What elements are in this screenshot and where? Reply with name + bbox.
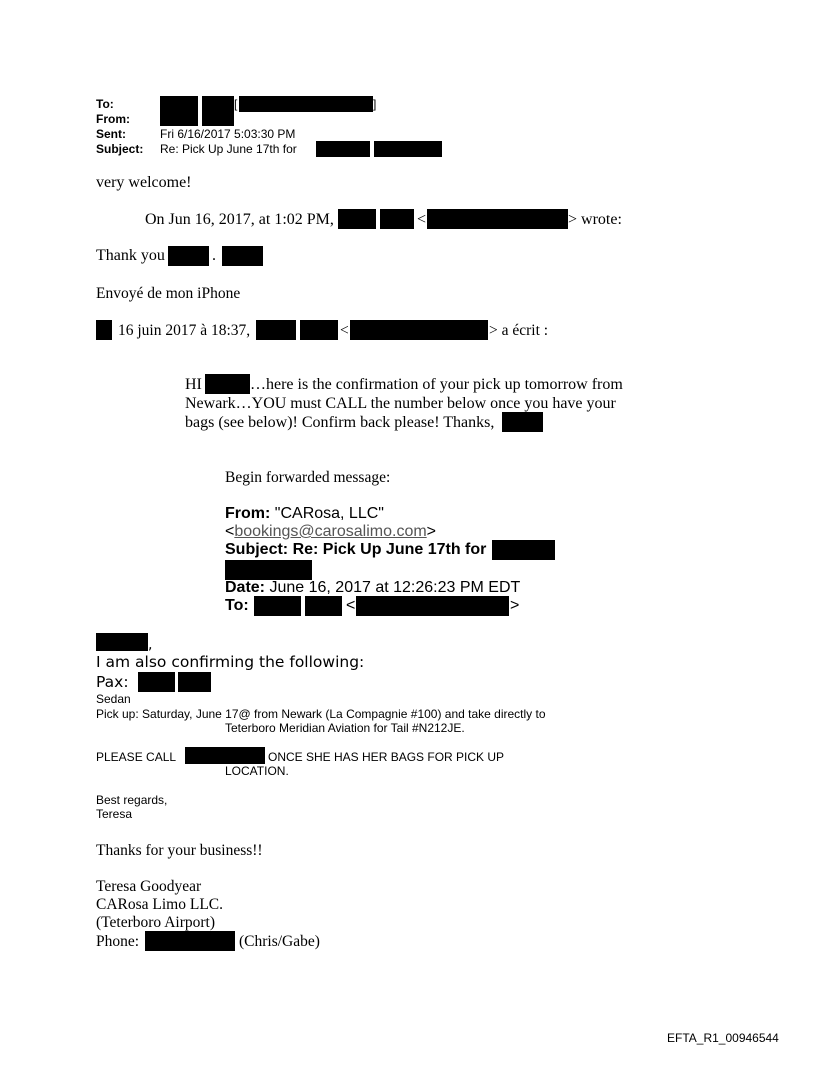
call-suffix: ONCE SHE HAS HER BAGS FOR PICK UP xyxy=(268,750,505,764)
pickup-line2: Teterboro Meridian Aviation for Tail #N212JE. xyxy=(225,721,465,735)
redaction-box xyxy=(427,209,568,229)
redaction-box xyxy=(350,320,488,340)
regards-text: Best regards, xyxy=(96,793,168,807)
regards-name: Teresa xyxy=(96,807,133,821)
fwd-from-line: From: "CARosa, LLC" xyxy=(225,505,384,522)
signature-company: CARosa Limo LLC. xyxy=(96,896,224,913)
signature-location: (Teterboro Airport) xyxy=(96,914,215,931)
redaction-box xyxy=(492,540,555,560)
redaction-box xyxy=(502,412,543,432)
angle-close: > xyxy=(510,597,520,614)
thanks-text: Thank you xyxy=(96,247,165,264)
sent-from-text: Envoyé de mon iPhone xyxy=(96,285,241,302)
header-subject-value: Re: Pick Up June 17th for xyxy=(160,142,297,156)
redaction-box xyxy=(160,96,198,112)
fwd-subject: Subject: Re: Pick Up June 17th for xyxy=(225,541,487,558)
header-from-label: From: xyxy=(96,112,130,126)
confirming-text: I am also confirming the following: xyxy=(96,653,365,671)
fwd-to: To: xyxy=(225,597,249,614)
redaction-box xyxy=(239,96,373,112)
hi-line3: bags (see below)! Confirm back please! Thanks, xyxy=(185,414,495,431)
thanks-dot: . xyxy=(212,247,216,264)
redaction-box xyxy=(356,596,509,616)
header-sent-label: Sent: xyxy=(96,127,126,141)
redaction-box xyxy=(254,596,301,616)
redaction-box xyxy=(256,320,296,340)
header-sent-value: Fri 6/16/2017 5:03:30 PM xyxy=(160,127,296,141)
comma: , xyxy=(148,637,153,653)
redaction-box xyxy=(160,111,198,126)
redaction-box xyxy=(178,672,211,692)
quote1-prefix: On Jun 16, 2017, at 1:02 PM, xyxy=(145,211,334,228)
redaction-box xyxy=(96,633,148,651)
angle-open: < xyxy=(346,597,356,614)
angle-open: < xyxy=(417,211,427,228)
header-to-label: To: xyxy=(96,97,114,111)
redaction-box xyxy=(380,209,414,229)
redaction-box xyxy=(225,560,312,580)
redaction-box xyxy=(168,246,209,266)
bracket-close: ] xyxy=(373,97,377,111)
redaction-box xyxy=(300,320,338,340)
call-prefix: PLEASE CALL xyxy=(96,750,177,764)
redaction-box xyxy=(185,747,265,764)
phone-label: Phone: xyxy=(96,933,140,950)
fwd-email-line: <bookings@carosalimo.com> xyxy=(225,523,437,540)
hi-line2: Newark…YOU must CALL the number below once you have your xyxy=(185,395,616,412)
pax-label: Pax: xyxy=(96,673,129,691)
redaction-box xyxy=(338,209,376,229)
redaction-box xyxy=(374,141,442,157)
quote1-suffix: > wrote: xyxy=(568,211,622,228)
redaction-box xyxy=(222,246,263,266)
fwd-email-link[interactable]: bookings@carosalimo.com xyxy=(234,523,427,540)
begin-forwarded: Begin forwarded message: xyxy=(225,469,391,486)
call-line2: LOCATION. xyxy=(225,764,289,778)
redaction-box xyxy=(138,672,175,692)
redaction-box xyxy=(316,141,370,157)
vehicle-type: Sedan xyxy=(96,692,131,706)
redaction-box xyxy=(202,111,234,126)
pickup-line1: Pick up: Saturday, June 17@ from Newark (La Compagnie #100) and take directly to xyxy=(96,707,546,721)
redaction-box xyxy=(202,96,234,112)
redaction-box xyxy=(205,374,250,394)
hi-prefix: HI xyxy=(185,376,202,393)
thanks-business: Thanks for your business!! xyxy=(96,842,263,859)
document-id: EFTA_R1_00946544 xyxy=(667,1031,779,1045)
fwd-date: Date: June 16, 2017 at 12:26:23 PM EDT xyxy=(225,579,521,596)
angle-open: < xyxy=(340,322,349,339)
redaction-box xyxy=(145,931,235,951)
hi-line1: …here is the confirmation of your pick up tomorrow from xyxy=(250,376,623,393)
phone-suffix: (Chris/Gabe) xyxy=(239,933,320,950)
quote2-suffix: > a écrit : xyxy=(489,322,549,339)
redaction-box xyxy=(96,320,112,340)
welcome-text: very welcome! xyxy=(96,174,192,191)
quote2-date: 16 juin 2017 à 18:37, xyxy=(118,322,251,339)
header-subject-label: Subject: xyxy=(96,142,144,156)
redaction-box xyxy=(305,596,342,616)
bracket-open: [ xyxy=(234,97,238,111)
signature-name: Teresa Goodyear xyxy=(96,878,202,895)
